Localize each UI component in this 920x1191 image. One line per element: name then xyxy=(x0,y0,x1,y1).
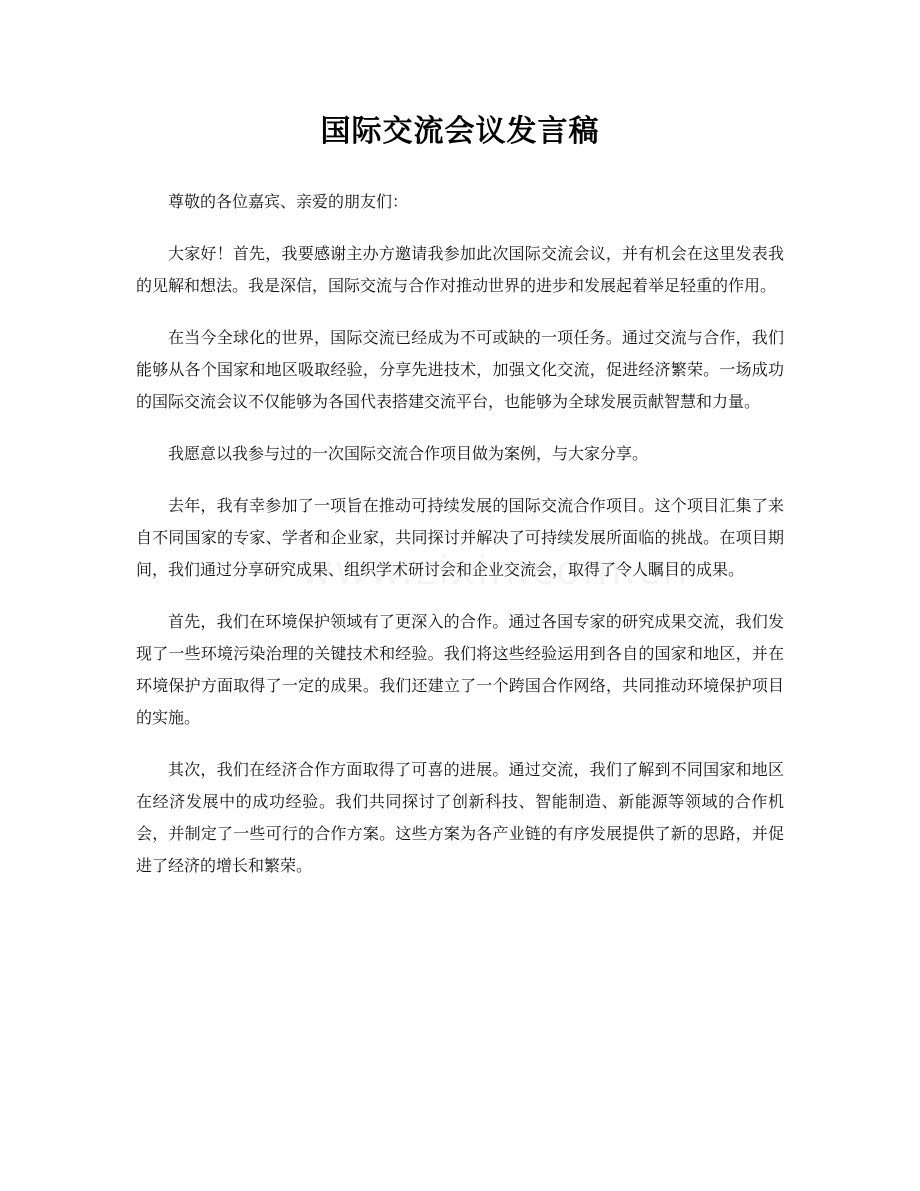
economy-paragraph: 其次，我们在经济合作方面取得了可喜的进展。通过交流，我们了解到不同国家和地区在经济发展中的成功经验。我们共同探讨了创新科技、智能制造、新能源等领域的合作机会，并制定了一些可行的合作方案。这些方案为各产业链的有序发展提供了新的思路，并促进了经济的增长和繁荣。 xyxy=(136,760,784,875)
document-title: 国际交流会议发言稿 xyxy=(320,114,600,149)
document-body xyxy=(136,186,784,902)
globalization-paragraph: 在当今全球化的世界，国际交流已经成为不可或缺的一项任务。通过交流与合作，我们能够从各个国家和地区吸取经验，分享先进技术，加强文化交流，促进经济繁荣。一场成功的国际交流会议不仅能够为各国代表搭建交流平台，也能够为全球发展贡献智慧和力量。 xyxy=(136,328,784,411)
project-paragraph: 去年，我有幸参加了一项旨在推动可持续发展的国际交流合作项目。这个项目汇集了来自不同国家的专家、学者和企业家，共同探讨并解决了可持续发展所面临的挑战。在项目期间，我们通过分享研究成果、组织学术研讨会和企业交流会，取得了令人瞩目的成果。 xyxy=(136,496,784,579)
opening-paragraph: 大家好！首先，我要感谢主办方邀请我参加此次国际交流会议，并有机会在这里发表我的见解和想法。我是深信，国际交流与合作对推动世界的进步和发展起着举足轻重的作用。 xyxy=(136,244,784,295)
case-intro-paragraph: 我愿意以我参与过的一次国际交流合作项目做为案例，与大家分享。 xyxy=(168,444,649,463)
salutation-paragraph: 尊敬的各位嘉宾、亲爱的朋友们： xyxy=(168,192,409,211)
environment-paragraph: 首先，我们在环境保护领域有了更深入的合作。通过各国专家的研究成果交流，我们发现了一些环境污染治理的关键技术和经验。我们将这些经验运用到各自的国家和地区，并在环境保护方面取得了一定的成果。我们还建立了一个跨国合作网络，共同推动环境保护项目的实施。 xyxy=(136,612,784,727)
